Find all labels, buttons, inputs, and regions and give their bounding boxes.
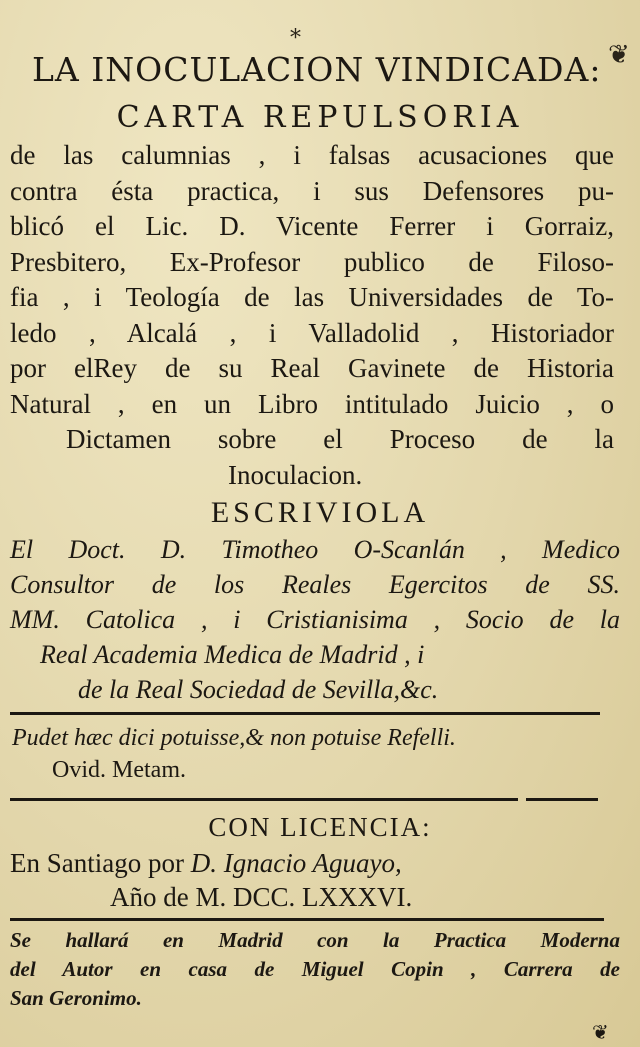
author-block — [10, 532, 620, 707]
licencia-heading: CON LICENCIA: — [208, 812, 432, 842]
author-line: Real Academia Medica de Madrid , i — [40, 640, 425, 669]
fleuron-icon: ❦ — [608, 40, 630, 70]
sale-line: San Geronimo. — [10, 986, 142, 1010]
imprint-place: En Santiago por — [10, 848, 184, 878]
text-line: blicó el Lic. D. Vicente Ferrer i Gorraiz, — [10, 211, 614, 241]
sale-line: del Autor en casa de Miguel Copin , Carrera de — [10, 957, 620, 981]
epigraph — [12, 722, 617, 786]
text-line: ledo , Alcalá , i Valladolid , Historiador — [10, 317, 614, 348]
asterisk-ornament-icon: * — [290, 26, 301, 51]
epigraph-latin: Pudet hæc dici potuisse,& non potuise Refelli. — [12, 725, 456, 751]
author-line: de la Real Sociedad de Sevilla,&c. — [78, 675, 439, 704]
subtitle: CARTA REPULSORIA — [116, 100, 524, 135]
text-line: Inoculacion. — [228, 459, 363, 490]
text-line: de las calumnias , i falsas acusaciones que — [10, 140, 614, 170]
imprint-year: Año de M. DCC. LXXXVI. — [110, 882, 413, 912]
author-line: El Doct. D. Timotheo O-Scanlán , Medico — [10, 535, 620, 564]
divider-rule — [526, 798, 598, 801]
imprint-block — [10, 846, 620, 914]
printer-name: D. Ignacio Aguayo, — [190, 848, 402, 878]
author-line: MM. Catolica , i Cristianisima , Socio de la — [10, 605, 620, 634]
description-paragraph — [10, 138, 614, 493]
escriviola-heading: ESCRIVIOLA — [210, 496, 430, 529]
divider-rule — [10, 712, 600, 715]
signature-mark-icon: ❦ — [592, 1020, 609, 1044]
text-line: fia , i Teología de las Universidades de To- — [10, 282, 614, 312]
sale-notice — [10, 926, 620, 1013]
text-line: Presbitero, Ex-Profesor publico de Filoso- — [10, 246, 614, 277]
imprint-line — [10, 846, 620, 880]
sale-line: Se hallará en Madrid con la Practica Moderna — [10, 928, 620, 952]
text-line: Natural , en un Libro intitulado Juicio , o — [10, 388, 614, 419]
text-line: Dictamen sobre el Proceso de la — [66, 424, 614, 454]
epigraph-source: Ovid. Metam. — [52, 757, 186, 783]
divider-rule — [10, 918, 604, 921]
author-line: Consultor de los Reales Egercitos de SS. — [10, 570, 620, 599]
divider-rule — [10, 798, 518, 801]
text-line: contra ésta practica, i sus Defensores pu- — [10, 175, 614, 206]
page-title: LA INOCULACION VINDICADA: — [32, 50, 602, 89]
text-line: por elRey de su Real Gavinete de Historia — [10, 353, 614, 383]
